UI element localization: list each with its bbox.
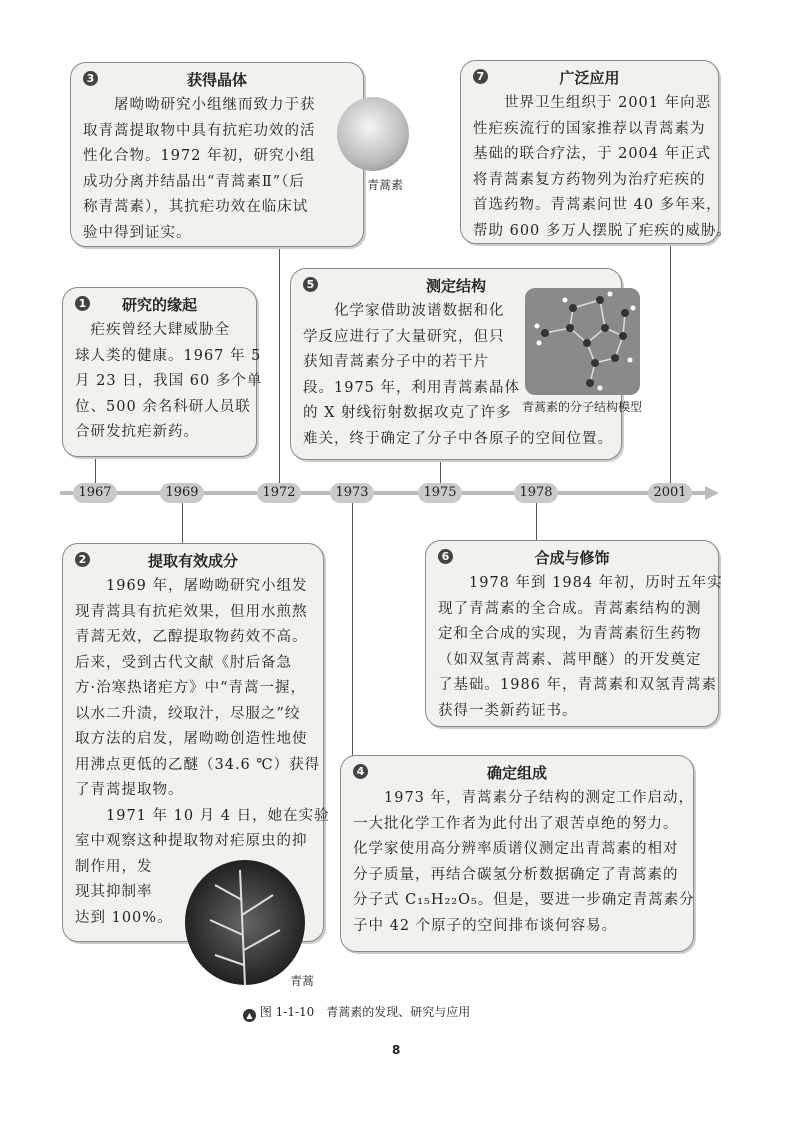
timeline-axis [60,491,710,495]
connector [536,503,537,540]
connector [95,455,96,485]
card-body [83,93,316,246]
year-1978: 1978 [514,483,558,503]
card-composition [340,755,694,952]
card-text-line: 球人类的健康。1967 年 5 [75,347,262,364]
card-text-line: 1969 年，屠呦呦研究小组发 [75,578,308,594]
card-text-line: 首选药物。青蒿素问世 40 多年来， [473,197,722,213]
card-text-line: 制作用，发 [75,858,153,875]
card-text-line: 验中得到证实。 [83,224,192,241]
card-synthesis [425,540,723,727]
card-text-line: 分子质量，再结合碳氢分析数据确定了青蒿素的 [353,866,679,883]
card-text-line: 基础的联合疗法，于 2004 年正式 [473,146,712,162]
card-text-line: 了基础。1986 年，青蒿素和双氢青蒿素 [438,677,718,693]
card-text-line: 世界卫生组织于 2001 年向恶 [473,95,712,111]
plant-label: 青蒿 [290,974,315,988]
card-number-badge: 1 [75,296,90,311]
card-title: 确定组成 [486,764,547,782]
card-number-badge: 7 [473,69,488,84]
card-body [438,571,723,724]
crystal-image [337,97,409,171]
card-body [473,91,732,244]
card-text-line: 取方法的启发，屠呦呦创造性地使 [75,731,308,747]
card-text-line: （如双氢青蒿素、蒿甲醚）的开发奠定 [438,651,702,668]
molecule-model-icon [525,288,640,395]
card-number-badge: 5 [303,277,318,292]
year-1967: 1967 [73,483,117,503]
card-number-badge: 3 [83,71,98,86]
card-title: 提取有效成分 [147,552,238,570]
card-text-line: 称青蒿素），其抗疟功效在临床试 [83,199,309,215]
card-text-line: 1978 年到 1984 年初，历时五年实 [438,575,723,591]
card-text-line: 现了青蒿素的全合成。青蒿素结构的测 [438,600,702,617]
card-text-line: 了青蒿提取物。 [75,782,184,798]
year-1975: 1975 [418,483,462,503]
page-number: 8 [392,1043,401,1057]
figure-caption [243,1003,470,1022]
card-text-line: 月 23 日，我国 60 多个单 [75,373,263,389]
card-text-line: 疟疾曾经大肆威胁全 [75,322,230,338]
card-origin [62,287,263,457]
card-text-line: 青蒿无效，乙醇提取物药效不高。 [75,629,308,645]
molecule-image [525,288,640,395]
card-text-line: 方·治寒热诸疟方》中“青蒿一握， [75,680,307,696]
caption-text: 图 1-1-10 青蒿素的发现、研究与应用 [259,1005,471,1019]
card-text-line: 一大批化学工作者为此付出了艰苦卓绝的努力。 [353,815,679,832]
plant-image [185,860,305,985]
card-text-line: 分子式 C₁₅H₂₂O₅。但是，要进一步确定青蒿素分 [353,892,695,908]
card-title: 研究的缘起 [121,296,197,314]
year-1972: 1972 [257,483,301,503]
card-number-badge: 2 [75,552,90,567]
connector [182,503,183,543]
card-text-line: 定和全合成的实现，为青蒿素衍生药物 [438,626,702,642]
card-text-line: 子中 42 个原子的空间排布谈何容易。 [353,917,618,934]
card-text-line: 获知青蒿素分子中的若干片 [303,354,489,370]
card-text-line: 以水二升渍，绞取汁，尽服之”绞 [75,705,301,722]
year-1973: 1973 [330,483,374,503]
card-text-line: 性化合物。1972 年初，研究小组 [83,148,316,164]
connector [440,458,441,485]
card-text-line: 化学家借助波谱数据和化 [303,303,505,319]
card-number-badge: 4 [353,764,368,779]
card-title: 合成与修饰 [534,549,610,567]
card-text-line: 现其抑制率 [75,884,153,900]
card-body [353,786,695,939]
year-2001: 2001 [648,483,692,503]
card-text-line: 获得一类新药证书。 [438,702,578,719]
card-text-line: 将青蒿素复方药物列为治疗疟疾的 [473,171,706,188]
connector [670,242,671,485]
card-text-line: 的 X 射线衍射数据攻克了许多 [303,405,512,421]
card-text-line: 取青蒿提取物中具有抗疟功效的活 [83,122,316,139]
connector [352,503,353,756]
card-text-line: 合研发抗疟新药。 [75,424,199,440]
timeline-arrow-icon [705,486,719,500]
card-text-line: 学反应进行了大量研究，但只 [303,328,505,345]
card-text-line: 1971 年 10 月 4 日，她在实验 [75,807,330,824]
connector [279,245,280,485]
crystal-label: 青蒿素 [367,178,404,192]
card-body [75,318,262,446]
card-text-line: 1973 年，青蒿素分子结构的测定工作启动， [353,790,695,806]
molecule-label: 青蒿素的分子结构模型 [522,400,643,414]
card-text-line: 成功分离并结晶出“青蒿素Ⅱ”（后 [83,173,305,190]
card-text-line: 位、500 余名科研人员联 [75,398,251,415]
card-title: 获得晶体 [186,71,247,89]
card-text-line: 屠呦呦研究小组继而致力于获 [83,97,316,113]
card-title: 广泛应用 [559,69,620,87]
card-text-line: 帮助 600 多万人摆脱了疟疾的威胁。 [473,222,732,239]
card-title: 测定结构 [425,277,486,295]
card-text-line: 室中观察这种提取物对疟原虫的抑 [75,833,308,849]
card-text-line: 化学家使用高分辨率质谱仪测定出青蒿素的相对 [353,841,679,857]
card-crystal [70,62,364,247]
artemisia-leaf-icon [185,860,305,985]
card-number-badge: 6 [438,549,453,564]
card-text-line: 达到 100%。 [75,909,173,926]
card-text-line: 现青蒿具有抗疟效果，但用水煎熬 [75,603,308,620]
card-text-line: 段。1975 年，利用青蒿素晶体 [303,379,521,396]
card-text-line: 难关，终于确定了分子中各原子的空间位置。 [303,430,613,447]
card-text-line: 性疟疾流行的国家推荐以青蒿素为 [473,120,706,137]
card-application [460,60,732,244]
card-text-line: 用沸点更低的乙醚（34.6 ℃）获得 [75,756,321,773]
card-text-line: 后来，受到古代文献《肘后备急 [75,654,292,671]
triangle-icon: ▲ [243,1009,256,1022]
year-1969: 1969 [160,483,204,503]
